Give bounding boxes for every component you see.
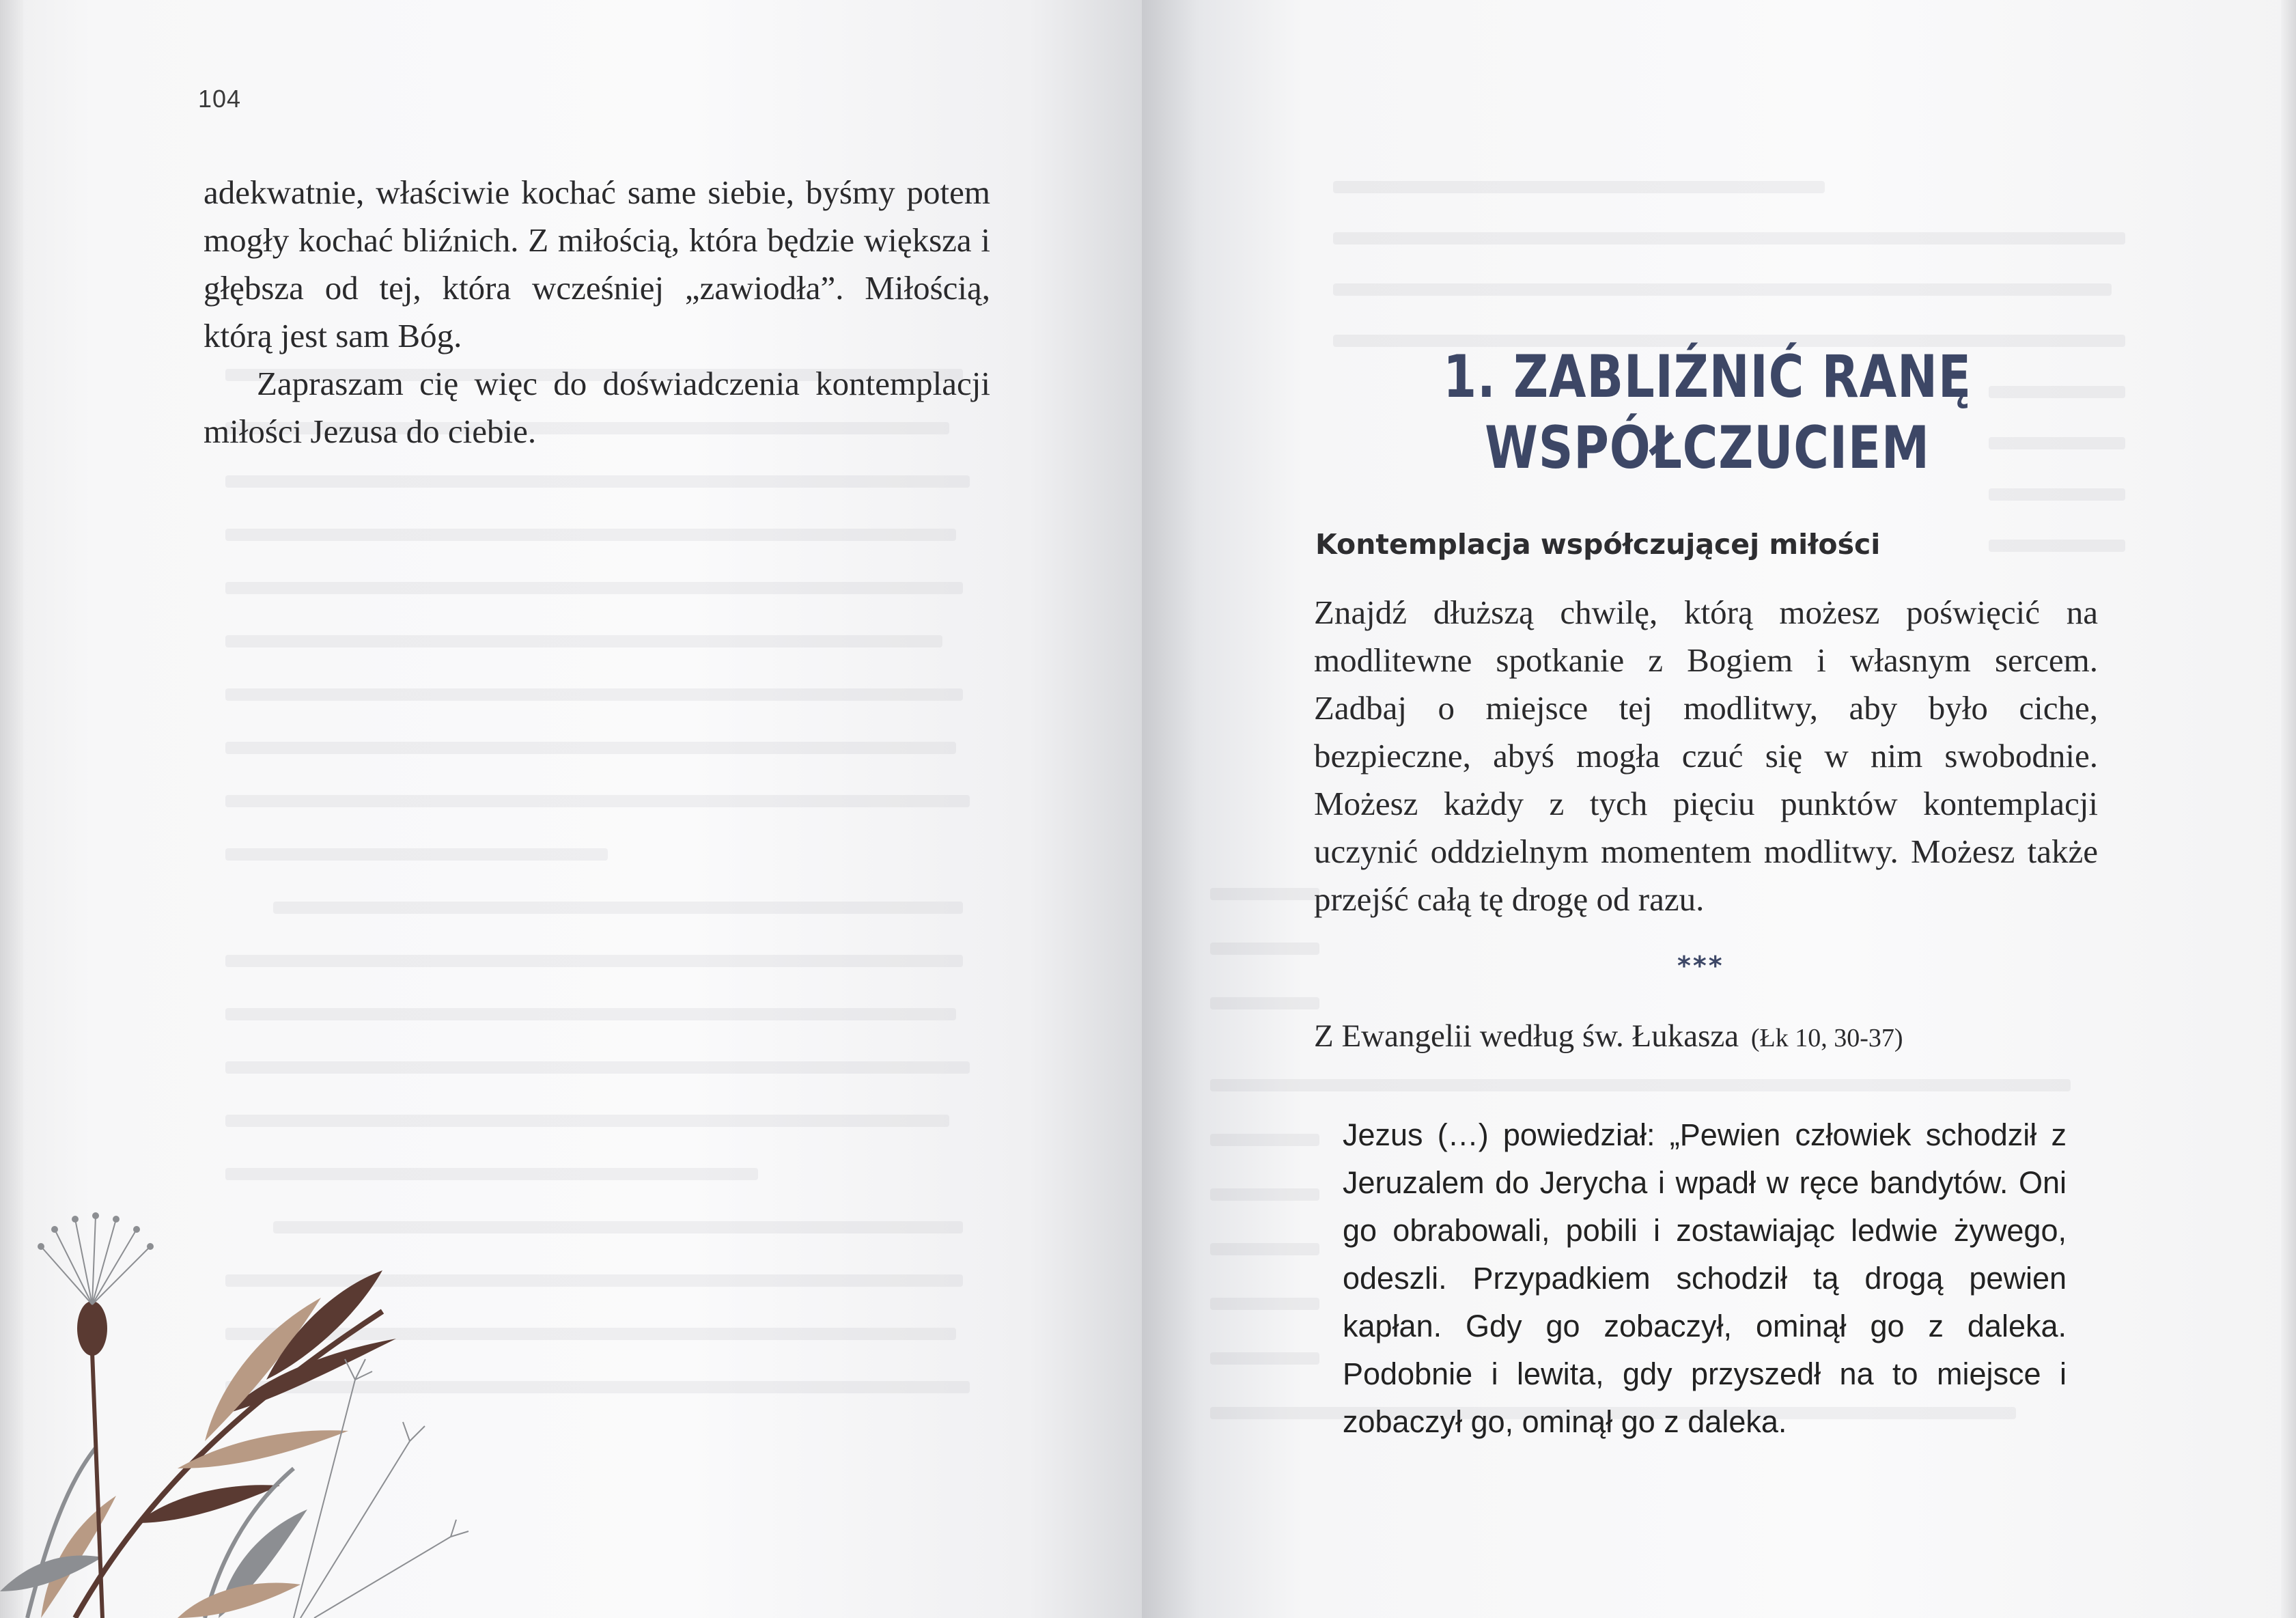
show-through-line xyxy=(225,955,963,967)
show-through-line xyxy=(1210,888,1319,900)
show-through-line xyxy=(1210,1298,1319,1310)
show-through-line xyxy=(225,795,970,807)
show-through-line xyxy=(225,688,963,701)
show-through-line xyxy=(1210,1134,1319,1146)
show-through-line xyxy=(225,635,942,647)
show-through-line xyxy=(225,529,956,541)
left-page xyxy=(0,0,1142,1618)
show-through-line xyxy=(1210,1188,1319,1201)
botanical-illustration xyxy=(0,1154,492,1618)
paragraph: Znajdź dłuższą chwilę, którą możesz poświęcić na modlitewne spotkanie z Bogiem i własnym sercem. Zadbaj o miejsce tej modlitwy, aby było ciche, bezpieczne, abyś mogła czuć się w nim swobodnie. Możesz każdy z tych pięciu punktów kontemplacji uczynić oddzielnym momentem modlitwy. Możesz także przejść całą tę drogę od razu. xyxy=(1314,594,2098,918)
show-through-line xyxy=(225,1061,970,1074)
show-through-line xyxy=(225,582,963,594)
left-body-text xyxy=(204,169,990,456)
gospel-source-line xyxy=(1314,1018,1903,1055)
chapter-title-line: WSPÓŁCZUCIEM xyxy=(1485,414,1930,482)
seed-head-icon xyxy=(294,1359,468,1618)
show-through-line xyxy=(1210,1243,1319,1255)
right-body-text xyxy=(1314,589,2098,923)
gospel-source: Z Ewangelii według św. Łukasza xyxy=(1314,1018,1739,1054)
show-through-line xyxy=(225,1008,956,1020)
show-through-line xyxy=(1210,997,1319,1009)
show-through-line xyxy=(1210,943,1319,955)
show-through-line xyxy=(1210,1352,1319,1365)
section-separator: *** xyxy=(1677,951,1724,981)
page-edge xyxy=(2281,0,2296,1618)
show-through-line xyxy=(1989,540,2125,552)
show-through-line xyxy=(1989,488,2125,501)
show-through-line xyxy=(225,1115,949,1127)
gospel-quote: Jezus (…) powiedział: „Pewien człowiek schodził z Jeruzalem do Jerycha i wpadł w ręce bandytów. Oni go obrabowali, pobili i zostawiając ledwie żywego, odeszli. Przypadkiem schodził tą drogą pewien kapłan. Gdy go zobaczył, ominął go z daleka. Podobnie i lewita, gdy przyszedł na to miejsce i zobaczył go, ominął go z daleka. xyxy=(1343,1117,2067,1439)
show-through-line xyxy=(1333,283,2112,296)
show-through-line xyxy=(1333,232,2125,245)
show-through-line xyxy=(225,742,956,754)
show-through-line xyxy=(1210,1079,2071,1091)
chapter-title-line: 1. ZABLIŹNIĆ RANĘ xyxy=(1443,343,1972,411)
leaf-icon xyxy=(75,1270,396,1618)
show-through-line xyxy=(1333,181,1825,193)
show-through-line xyxy=(225,848,608,861)
show-through-line xyxy=(225,475,970,488)
section-heading: Kontemplacja współczującej miłości xyxy=(1315,528,1881,561)
show-through-line xyxy=(273,902,963,914)
chapter-title xyxy=(1371,341,2043,484)
paragraph: adekwatnie, właściwie kochać same siebie, byśmy potem mogły kochać bliźnich. Z miłością, która będzie większa i głębsza od tej, która wcześniej „zawiodła”. Miłością, którą jest sam Bóg. xyxy=(204,173,990,354)
paragraph: Zapraszam cię więc do doświadczenia kontemplacji miłości Jezusa do ciebie. xyxy=(204,365,990,450)
gospel-reference: (Łk 10, 30-37) xyxy=(1750,1024,1903,1052)
page-number: 104 xyxy=(198,85,242,113)
